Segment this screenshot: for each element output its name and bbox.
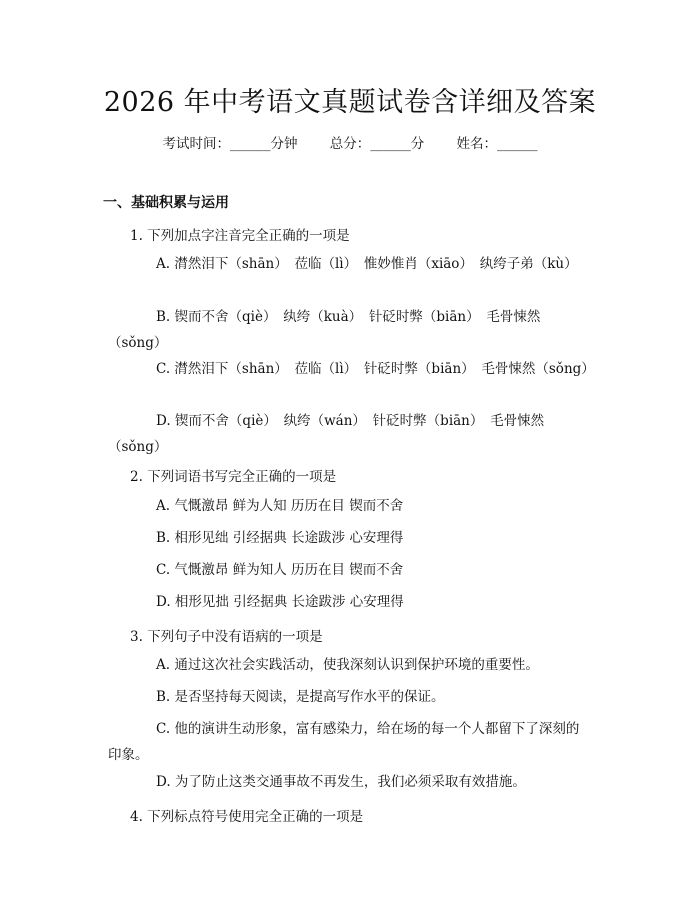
- question-2-option-a: A. 气慨激昂 鲜为人知 历历在目 锲而不舍: [156, 498, 404, 514]
- question-3-option-d: D. 为了防止这类交通事故不再发生，我们必须采取有效措施。: [156, 774, 526, 790]
- question-2-option-b: B. 相形见绌 引经据典 长途跋涉 心安理得: [156, 530, 404, 546]
- question-1-option-d: D. 锲而不舍（qiè） 纨绔（wán） 针砭时弊（biān） 毛骨悚然（sǒng）: [108, 413, 545, 455]
- question-3-option-b: B. 是否坚持每天阅读，是提高写作水平的保证。: [156, 689, 445, 705]
- exam-meta: [0, 132, 700, 152]
- section-heading: 一、基础积累与运用: [103, 195, 229, 211]
- page-title: 2026 年中考语文真题试卷含详细及答案: [103, 87, 597, 118]
- question-1-option-c: C. 潸然泪下（shān） 莅临（lì） 针砭时弊（biān） 毛骨悚然（sǒng）: [156, 361, 595, 377]
- question-2-option-c: C. 气慨激昂 鲜为知人 历历在目 锲而不舍: [156, 562, 404, 578]
- question-1-stem: 1. 下列加点字注音完全正确的一项是: [130, 228, 350, 244]
- question-1-option-b: B. 锲而不舍（qiè） 纨绔（kuà） 针砭时弊（biān） 毛骨悚然（sǒng）: [108, 309, 541, 351]
- student-name: 姓名：______: [456, 136, 538, 152]
- exam-time: 考试时间：______分钟: [162, 136, 298, 152]
- question-1-option-a: A. 潸然泪下（shān） 莅临（lì） 惟妙惟肖（xiāo） 纨绔子弟（kù）: [156, 256, 578, 272]
- question-2-option-d: D. 相形见拙 引经据典 长途跋涉 心安理得: [156, 594, 404, 610]
- question-3-option-c: C. 他的演讲生动形象，富有感染力，给在场的每一个人都留下了深刻的印象。: [108, 721, 580, 763]
- question-4-stem: 4. 下列标点符号使用完全正确的一项是: [130, 809, 364, 825]
- question-3-option-a: A. 通过这次社会实践活动，使我深刻认识到保护环境的重要性。: [156, 657, 539, 673]
- question-3-stem: 3. 下列句子中没有语病的一项是: [130, 629, 323, 645]
- question-2-stem: 2. 下列词语书写完全正确的一项是: [130, 469, 337, 485]
- exam-score: 总分：______分: [329, 136, 425, 152]
